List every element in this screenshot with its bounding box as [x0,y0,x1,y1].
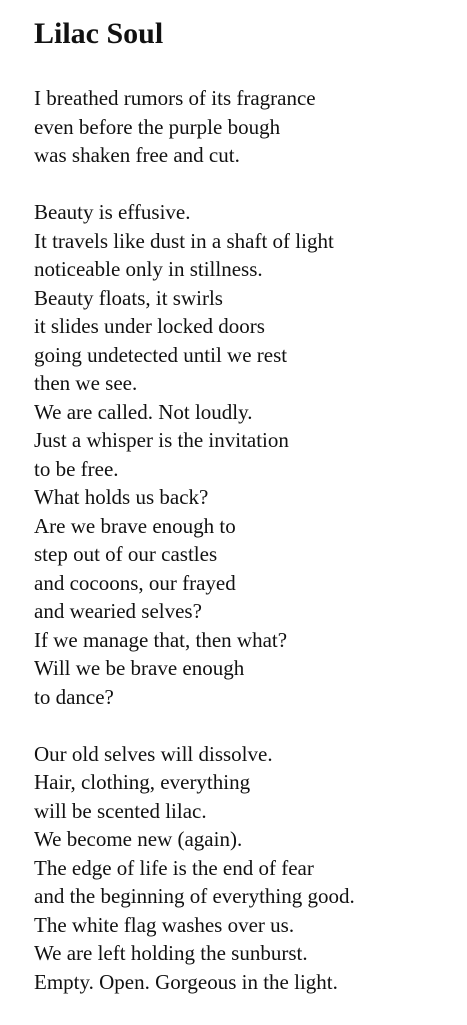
stanza-2 [34,198,467,711]
poem-line: It travels like dust in a shaft of light [34,228,334,253]
poem-line: it slides under locked doors [34,314,265,338]
poem-line: If we manage that, then what? [34,627,288,652]
poem-line: noticeable only in stillness. [34,257,263,281]
poem-line: was shaken free and cut. [34,143,240,167]
poem-line: Beauty is effusive. [34,200,191,224]
poem-line: What holds us back? [34,485,209,509]
stanza-1 [34,84,467,170]
poem-line: Will we be brave enough [34,656,245,680]
poem-line: Our old selves will dissolve. [34,741,273,766]
poem-title: Lilac Soul [34,17,164,50]
poem-line: I breathed rumors of its fragrance [34,86,316,110]
poem-line: We become new (again). [34,827,243,851]
poem-line: Empty. Open. Gorgeous in the light. [34,969,338,994]
poem-line: We are left holding the sunburst. [34,941,308,965]
poem-line: Are we brave enough to [34,513,236,538]
poem-line: We are called. Not loudly. [34,399,253,424]
stanza-3 [34,740,467,997]
poem-line: to be free. [34,456,119,481]
poem-line: Hair, clothing, everything [34,770,251,794]
poem-line: even before the purple bough [34,114,281,139]
poem-line: will be scented lilac. [34,798,207,823]
poem-line: to dance? [34,684,114,709]
poem-line: then we see. [34,371,138,395]
poem-line: Just a whisper is the invitation [34,428,289,452]
poem-line: and cocoons, our frayed [34,570,236,595]
poem-line: Beauty floats, it swirls [34,285,223,310]
poem-line: and the beginning of everything good. [34,884,355,908]
poem-line: The edge of life is the end of fear [34,855,314,880]
poem-line: step out of our castles [34,542,218,566]
poem-line: The white flag washes over us. [34,912,295,937]
poem-line: going undetected until we rest [34,342,288,367]
poem-line: and wearied selves? [34,599,202,623]
